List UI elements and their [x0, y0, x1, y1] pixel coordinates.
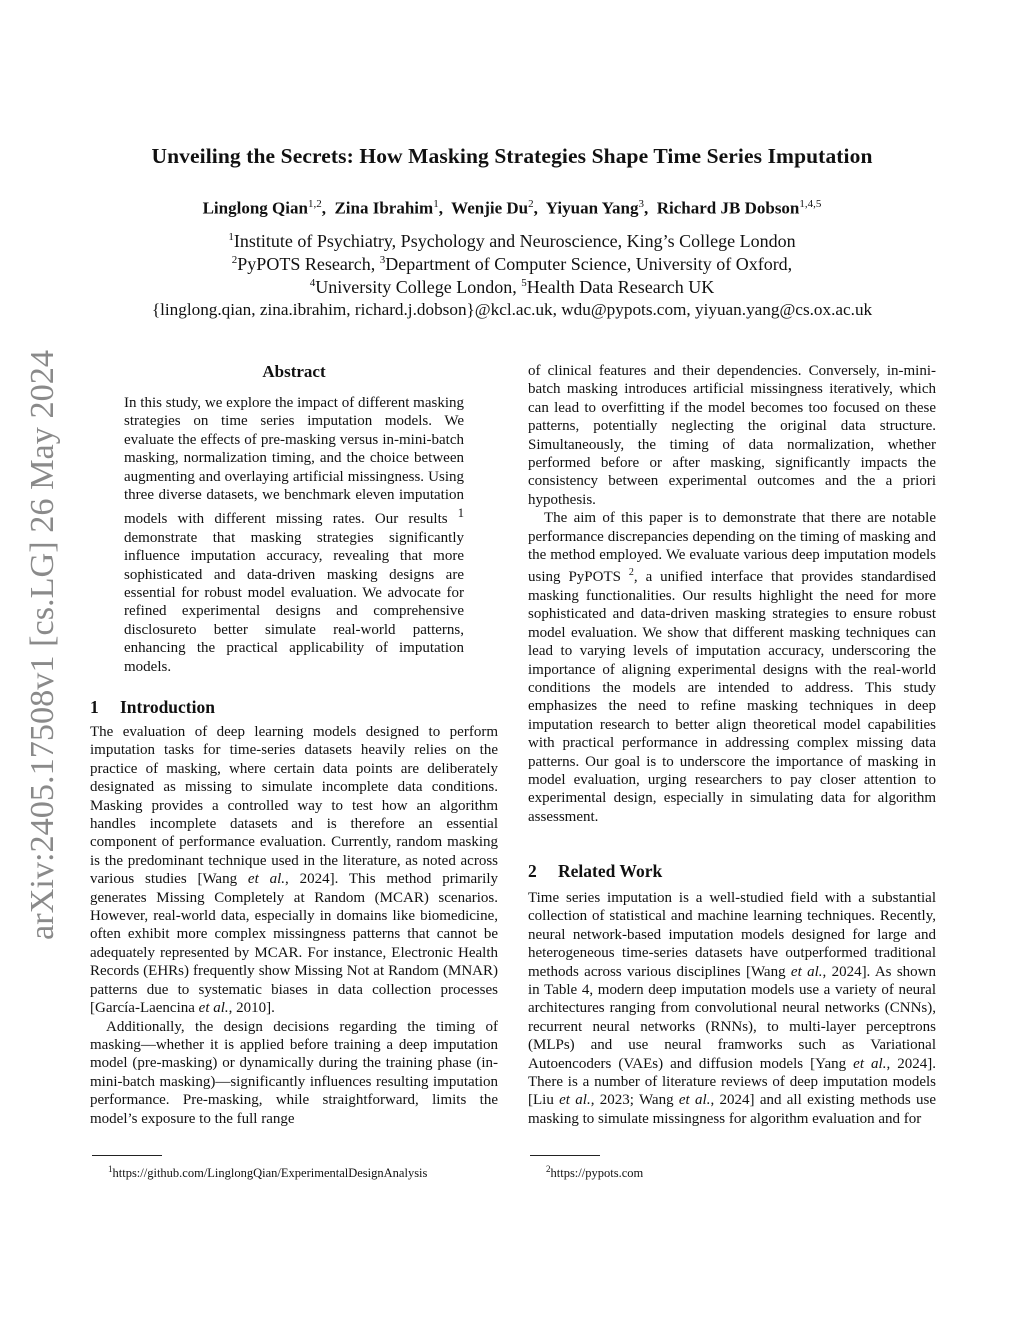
author-affiliation-mark: 1 [433, 198, 439, 210]
paragraph-text: , 2024]. There is a number of literature reviews of deep imputation models [Liu [528, 1055, 937, 1109]
affiliation-text: University College London, [315, 277, 522, 297]
abstract-text: demonstrate that masking strategies significantly influence imputation accuracy, revealing that more sophisticated and data-driven masking designs are essential for robust model evaluation. We advocate for refined experimental designs and comprehensive disclosureto better simulate real-world patterns, enhancing the practical applicability of imputation models. [124, 529, 464, 675]
author-name: Richard JB Dobson [656, 198, 800, 218]
abstract-heading: Abstract [262, 362, 326, 381]
citation-etal: et al. [853, 1055, 887, 1072]
section-number: 1 [90, 697, 99, 717]
affiliation-text: PyPOTS Research, [237, 254, 380, 274]
paragraph-text: , 2024]. This method primarily generates Missing Completely at Random (MCAR) scenarios. However, real-world data, especially in domains like biomedicine, often exhibit more complex missingness patterns that cannot be adequately represented by MCAR. For instance, Electronic Health Records (EHRs) frequently show Missing Not at Random (MNAR) patterns due to systematic biases in data collection processes [García-Laencina [90, 871, 499, 1017]
author-affiliation-mark: 2 [528, 198, 534, 210]
affiliation-mark: 5 [521, 277, 527, 289]
arxiv-stamp-text: arXiv:2405.17508v1 [cs.LG] 26 May 2024 [24, 363, 61, 940]
footnote [108, 1162, 508, 1181]
author-affiliation-mark: 1,4,5 [799, 198, 822, 210]
paragraph-text: The evaluation of deep learning models designed to perform imputation tasks for time-series datasets heavily relies on the practice of masking, where certain data points are deliberately designated as missing to simulate incomplete data conditions. Masking provides a controlled way to test how an algorithm handles incomplete datasets and is therefore an essential component of performance evaluation. Currently, random masking is the predominant technique used in the literature, as noted across various studies [Wang [90, 724, 498, 888]
related-work-body [528, 889, 936, 1128]
footnote-link[interactable]: https://pypots.com [550, 1166, 644, 1181]
citation-etal: et al. [790, 963, 823, 980]
footnote [546, 1162, 926, 1181]
footnote-rule [92, 1155, 162, 1156]
affiliation-mark: 4 [309, 277, 316, 289]
footnote-mark: 1 [108, 1164, 113, 1174]
paragraph-text: , 2024] and all existing methods use masking to simulate missingness for algorithm evaluation and for [528, 1092, 937, 1127]
footnote-link[interactable]: https://github.com/LinglongQian/ExperimentalDesignAnalysis [112, 1166, 428, 1181]
citation-etal: et al. [247, 871, 285, 888]
affiliation-text: Health Data Research UK [526, 277, 715, 297]
paragraph [528, 889, 936, 1128]
paragraph [528, 509, 936, 826]
abstract-body [124, 394, 464, 676]
footnote-mark: 1 [457, 506, 464, 521]
author-name: Yiyuan Yang [545, 198, 639, 218]
paragraph [90, 723, 498, 1018]
affiliation-mark: 2 [231, 254, 238, 266]
paragraph-text: , a unified interface that provides standardised masking functionalities. Our results highlight the need for more sophisticated and data-driven masking strategies to ensure robust model evaluation. We show that different masking techniques can lead to varying levels of imputation accuracy, underscoring the importance of aligning experimental designs with the real-world conditions the models are intended to address. This study emphasizes the need to refine masking techniques in deep imputation research to better align theoretical model capabilities with practical performance in addressing complex missing data patterns. Our goal is to underscore the importance of masking in model evaluation, urging researchers to pay closer attention to experimental design, especially in simulating data for algorithm assessment. [528, 569, 936, 825]
paragraph-text: , 2023; Wang [590, 1092, 679, 1109]
author-affiliation-mark: 3 [638, 198, 644, 210]
paragraph-text: Time series imputation is a well-studied field with a substantial collection of statistical and machine learning techniques. Recently, neural network-based imputation models designed for large and heterogeneous time-series datasets have outperformed traditional methods across various disciplines [Wang [528, 890, 936, 980]
citation-etal: et al. [678, 1092, 711, 1109]
affiliation-line [0, 272, 1024, 298]
affiliation-text: Department of Computer Science, University of Oxford, [385, 254, 793, 274]
author-list: Linglong Qian$^{1,2}$, Zina Ibrahim$^1$, Wenjie Du$^2$, Yiyuan Yang$^3$, Richard JB Dobson$^{1,4,5}$ [202, 198, 822, 218]
citation-etal: et al. [559, 1092, 591, 1109]
section-heading-related-work [528, 861, 936, 882]
section-number: 2 [528, 861, 537, 881]
author-name: Wenjie Du [451, 198, 529, 218]
footnote-mark: 2 [546, 1164, 551, 1174]
paragraph: of clinical features and their dependencies. Conversely, in-mini-batch masking introduces artificial missingness iteratively, which can lead to overfitting if the model becomes too focused on these patterns, potentially neglecting the original data structure. Simultaneously, the timing of data normalization, whether performed before or after masking, significantly impacts the consistency between experimental outcomes and the a priori hypothesis. [528, 363, 936, 508]
footnote-rule [530, 1155, 600, 1156]
author-affiliation-mark: 1,2 [307, 198, 322, 210]
affiliation-mark: 1 [228, 231, 234, 243]
abstract-text: In this study, we explore the impact of different masking strategies on time series imputation models. We evaluate the effects of pre-masking versus in-mini-batch masking, normalization timing, and the choice between augmenting and overlaying artificial missingness. Using three diverse datasets, we benchmark eleven imputation models with different missing rates. Our results [124, 395, 464, 528]
citation-etal: et al. [198, 1000, 229, 1017]
paragraph-text: , 2010]. [228, 1000, 275, 1017]
section-title: Related Work [558, 861, 663, 881]
paragraph-text: , 2024]. As shown in Table 4, modern deep imputation models use a variety of neural architectures ranging from convolutional neural networks (CNNs), recurrent neural networks (RNNs), to multi-layer perceptrons (MLPs) and use neural framworks such as Variational Autoencoders (VAEs) and diffusion models [Yang [528, 963, 936, 1072]
arxiv-stamp [8, 345, 66, 945]
footnote-mark: 2 [628, 567, 634, 579]
section-title: Introduction [120, 697, 215, 717]
paper-title: Unveiling the Secrets: How Masking Strategies Shape Time Series Imputation [151, 144, 873, 168]
author-name: Zina Ibrahim [334, 198, 434, 218]
affiliation-text: Institute of Psychiatry, Psychology and Neuroscience, King’s College London [233, 231, 796, 251]
introduction-body [90, 723, 498, 1128]
paragraph-text: The aim of this paper is to demonstrate that there are notable performance discrepancies depending on the timing of masking and the method employed. We evaluate various deep imputation models using PyPOTS [528, 510, 936, 586]
right-column-body [528, 362, 936, 826]
author-name: Linglong Qian [202, 198, 308, 218]
affiliation-mark: 3 [379, 254, 386, 266]
section-heading-introduction [90, 697, 498, 718]
author-emails: {linglong.qian, zina.ibrahim, richard.j.dobson}@kcl.ac.uk, wdu@pypots.com, yiyuan.yang@cs.ox.ac.uk [151, 300, 873, 319]
paragraph: Additionally, the design decisions regarding the timing of masking—whether it is applied before training a deep imputation model (pre-masking) or dynamically during the training phase (in-mini-batch masking)—significantly influences resulting imputation performance. Pre-masking, while straightforward, limits the model’s exposure to the full range [90, 1018, 498, 1127]
